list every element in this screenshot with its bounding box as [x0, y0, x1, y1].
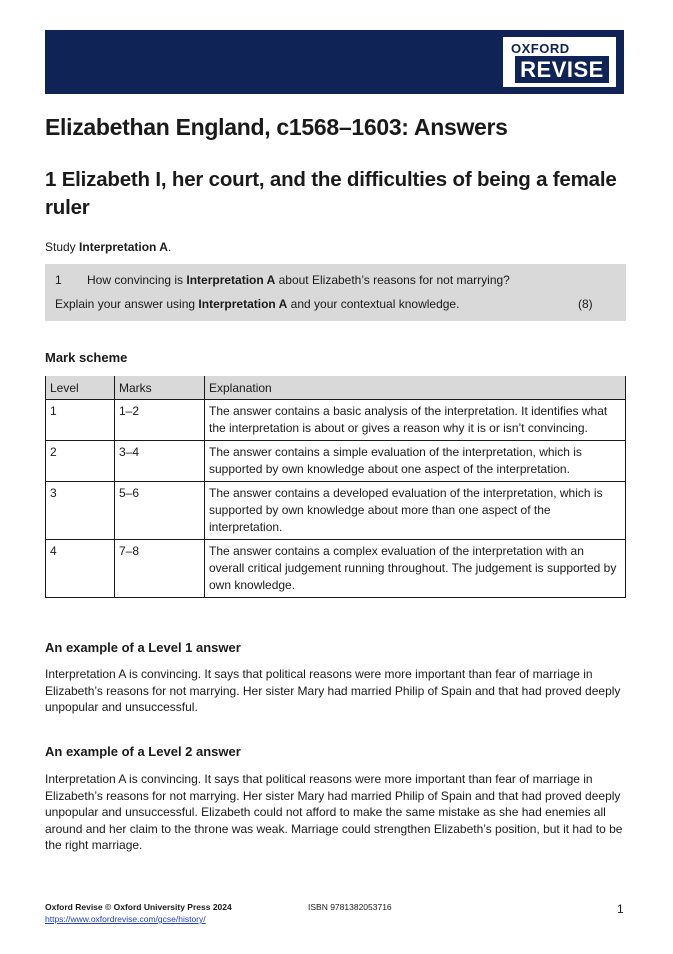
marks-cell: 7–8 — [115, 540, 205, 598]
explanation-cell: The answer contains a developed evaluation of the interpretation, which is supported by own knowledge about more than one aspect of the interpretation. — [205, 482, 626, 540]
question-number: 1 — [55, 273, 62, 287]
question-marks: (8) — [578, 297, 593, 311]
study-suffix: . — [167, 240, 172, 254]
explanation-cell: The answer contains a basic analysis of the interpretation. It identifies what the interpretation is about or gives a reason why it is or isn’t convincing. — [205, 400, 626, 441]
mark-scheme-heading: Mark scheme — [45, 350, 128, 365]
level-1-example-text: Interpretation A is convincing. It says that political reasons were more important than fear of marriage in Elizabeth’s reasons for not marrying. Her sister Mary had married Philip of Spain and that had proved deeply unpopular and unsuccessful. — [45, 667, 621, 714]
marks-cell: 5–6 — [115, 482, 205, 540]
page-title: Elizabethan England, c1568–1603: Answers — [45, 114, 508, 140]
footer — [45, 902, 392, 924]
header-marks: Marks — [115, 376, 205, 400]
footer-isbn: ISBN 9781382053716 — [308, 902, 392, 912]
logo-line-revise: REVISE — [515, 56, 609, 83]
table-row — [46, 482, 626, 540]
header-level: Level — [46, 376, 115, 400]
level-cell: 1 — [46, 400, 115, 441]
question-line-2: Explain your answer using Interpretation A and your contextual knowledge. — [55, 297, 460, 311]
table-row — [46, 400, 626, 441]
page-number: 1 — [617, 902, 624, 916]
level-cell: 3 — [46, 482, 115, 540]
marks-cell: 3–4 — [115, 441, 205, 482]
mark-scheme-table — [45, 376, 626, 598]
table-row — [46, 540, 626, 598]
level-cell: 4 — [46, 540, 115, 598]
footer-url-link[interactable]: https://www.oxfordrevise.com/gcse/history/ — [45, 914, 206, 924]
explanation-cell: The answer contains a complex evaluation of the interpretation with an overall critical judgement running throughout. The judgement is supported by own knowledge. — [205, 540, 626, 598]
question-line-1: How convincing is Interpretation A about Elizabeth’s reasons for not marrying? — [87, 273, 510, 287]
section-title: 1 Elizabeth I, her court, and the difficulties of being a female ruler — [45, 168, 617, 219]
level-cell: 2 — [46, 441, 115, 482]
logo-line-oxford: OXFORD — [511, 41, 570, 56]
level-1-example-heading: An example of a Level 1 answer — [45, 640, 241, 655]
oxford-revise-logo — [503, 37, 616, 87]
study-instruction — [45, 240, 171, 254]
question-box — [45, 264, 626, 321]
study-prefix: Study — [45, 240, 80, 254]
footer-publisher: Oxford Revise © Oxford University Press 2024 — [45, 902, 232, 912]
explanation-cell: The answer contains a simple evaluation of the interpretation, which is supported by own knowledge about one aspect of the interpretation. — [205, 441, 626, 482]
study-bold: Interpretation A — [79, 240, 168, 254]
table-header-row — [46, 376, 626, 400]
level-2-example-heading: An example of a Level 2 answer — [45, 744, 241, 759]
marks-cell: 1–2 — [115, 400, 205, 441]
level-2-example-text: Interpretation A is convincing. It says that political reasons were more important than fear of marriage in Elizabeth’s reasons for not marrying. Her sister Mary had married Philip of Spain and that had proved deeply unpopular and unsuccessful. Elizabeth could not afford to make the same mistake as she had enemies all around and her claim to the throne was weak. Marriage could strengthen Elizabeth’s position, but it had to be the right marriage. — [45, 772, 623, 852]
header-explanation: Explanation — [205, 376, 626, 400]
table-row — [46, 441, 626, 482]
